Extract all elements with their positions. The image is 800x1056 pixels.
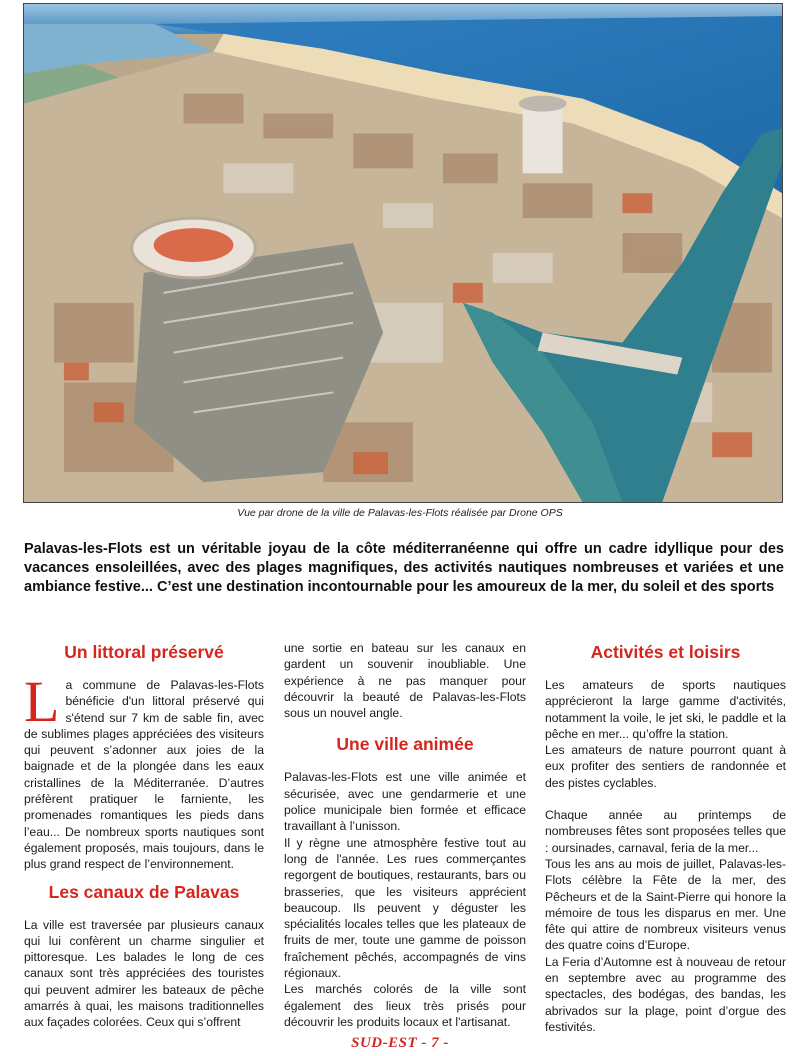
canaux-text: La ville est traversée par plusieurs canaux qui lui confèrent un charme singulier et pittoresque. Les balades le long de ces canaux sont très appréciées des touristes qui peuvent admirer les bateaux de pêche amarrés à quai, les maisons traditionnelles aux façades colorées. Ceux qui s’offrent xyxy=(24,917,264,1030)
photo-caption: Vue par drone de la ville de Palavas-les-Flots réalisée par Drone OPS xyxy=(237,507,563,519)
page-footer: SUD-EST - 7 - xyxy=(351,1035,449,1051)
heading-littoral: Un littoral préservé xyxy=(64,642,224,662)
ville-p3: Les marchés colorés de la ville sont également des lieux très prisés pour découvrir les produits locaux et l'artisanat. xyxy=(284,982,526,1029)
column-3 xyxy=(545,640,786,1035)
littoral-body: a commune de Palavas-les-Flots bénéficie d'un littoral préservé qui s'étend sur 7 km de sable fin, avec de sublimes plages appréciées des visiteurs qui peuvent s’adonner aux joies de la baignade et de la plongée dans les eaux cristallines de la Méditerranée. D’autres préfèrent pratiquer le farniente, les promenades romantiques les pieds dans l’eau... De nombreux sports nautiques sont également proposés, mais toujours, dans le plus grand respect de l’environnement. xyxy=(24,678,264,872)
activites-p4: Tous les ans au mois de juillet, Palavas-les-Flots célèbre la Fête de la mer, des Pêcheurs et de la Saint-Pierre qui honore la mémoire de tous les disparus en mer. Une fête qui attire de nombreux visiteurs venus des quatre coins d’Europe. xyxy=(545,856,786,953)
intro-paragraph: Palavas-les-Flots est un véritable joyau de la côte méditerranéenne qui offre un cadre idyllique pour des vacances ensoleillées, avec des plages magnifiques, des activités nautiques nombreuses et variées et une ambiance festive... C’est une destination incontournable pour les amoureux de la mer, du soleil et des sports xyxy=(24,541,784,595)
heading-activites: Activités et loisirs xyxy=(590,642,741,662)
heading-ville: Une ville animée xyxy=(336,734,474,755)
canaux-text-cont: une sortie en bateau sur les canaux en gardent un souvenir inoubliable. Une expérience à ne pas manquer pour découvrir la beauté de Palavas-les-Flots sous un nouvel angle. xyxy=(284,641,526,721)
aerial-photo-icon xyxy=(24,4,782,502)
dropcap-letter: L xyxy=(24,669,60,734)
column-1 xyxy=(24,640,264,1031)
activites-p5: La Feria d’Automne est à nouveau de retour en septembre avec au programme des spectacles, des bodégas, des bandas, les abrivados sur la plage, point d’orgue des festivités. xyxy=(545,954,786,1034)
ville-p2: Il y règne une atmosphère festive tout au long de l'année. Les rues commerçantes regorgent de boutiques, restaurants, bars ou brasseries, que les visiteurs apprécient beaucoup. Ils peuvent y déguster les spécialités locales telles que les plateaux de fruits de mer, toute une gamme de poisson fraîchement pêchés, accompagnés de vins régionaux. xyxy=(284,835,526,981)
aerial-photo xyxy=(23,3,783,503)
littoral-text xyxy=(24,669,264,873)
activites-p2: Les amateurs de nature pourront quant à eux profiter des sentiers de randonnée et des pistes cyclables. xyxy=(545,743,786,790)
activites-p3: Chaque année au printemps de nombreuses fêtes sont proposées telles que : oursinades, carnaval, feria de la mer... xyxy=(545,808,786,855)
activites-p1: Les amateurs de sports nautiques apprécieront la large gamme d'activités, notamment la voile, le jet ski, le paddle et la pêche en mer... qu’offre la station. xyxy=(545,678,786,741)
heading-canaux: Les canaux de Palavas xyxy=(48,881,240,902)
ville-p1: Palavas-les-Flots est une ville animée et sécurisée, avec une gendarmerie et une police municipale bien formée et efficace travaillant à l’unisson. xyxy=(284,770,526,834)
column-2 xyxy=(284,640,526,1030)
